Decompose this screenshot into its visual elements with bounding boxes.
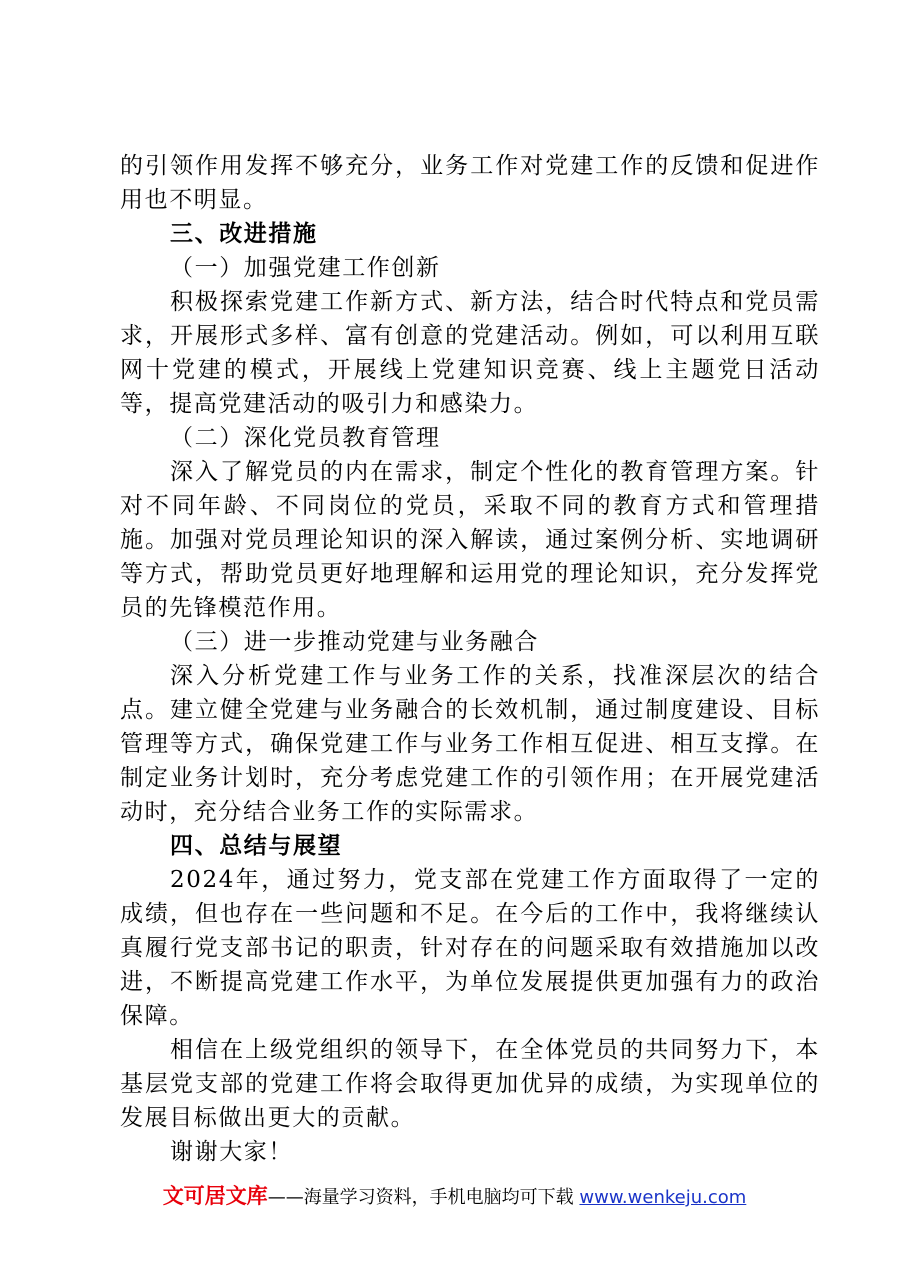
paragraph-thanks: 谢谢大家！ — [170, 1139, 293, 1165]
subheading-innovation: （一）加强党建工作创新 — [170, 255, 441, 281]
paragraph-innovation: 积极探索党建工作新方式、新方法，结合时代特点和党员需求，开展形式多样、富有创意的党建活动。例如，可以利用互联网十党建的模式，开展线上党建知识竞赛、线上主题党日活动等，提高党建活动的吸引力和感染力。 — [120, 289, 820, 417]
section-heading-summary: 四、总结与展望 — [170, 832, 343, 859]
paragraph-summary: 2024年，通过努力，党支部在党建工作方面取得了一定的成绩，但也存在一些问题和不足。在今后的工作中，我将继续认真履行党支部书记的职责，针对存在的问题采取有效措施加以改进，不断提高党建工作水平，为单位发展提供更加强有力的政治保障。 — [120, 867, 820, 1029]
footer-banner — [0, 1182, 909, 1212]
section-heading-improvements: 三、改进措施 — [170, 220, 318, 247]
footer-link[interactable]: www.wenkeju.com — [579, 1187, 747, 1208]
paragraph-integration: 深入分析党建工作与业务工作的关系，找准深层次的结合点。建立健全党建与业务融合的长效机制，通过制度建设、目标管理等方式，确保党建工作与业务工作相互促进、相互支撑。在制定业务计划时，充分考虑党建工作的引领作用；在开展党建活动时，充分结合业务工作的实际需求。 — [120, 663, 820, 825]
footer-description: ——海量学习资料，手机电脑均可下载 — [267, 1187, 574, 1208]
footer-brand: 文可居文库 — [162, 1184, 268, 1208]
paragraph-education: 深入了解党员的内在需求，制定个性化的教育管理方案。针对不同年龄、不同岗位的党员，采取不同的教育方式和管理措施。加强对党员理论知识的深入解读，通过案例分析、实地调研等方式，帮助党员更好地理解和运用党的理论知识，充分发挥党员的先锋模范作用。 — [120, 459, 820, 621]
paragraph-continuation: 的引领作用发挥不够充分，业务工作对党建工作的反馈和促进作用也不明显。 — [120, 153, 820, 213]
subheading-integration: （三）进一步推动党建与业务融合 — [170, 629, 539, 655]
paragraph-outlook: 相信在上级党组织的领导下，在全体党员的共同努力下，本基层党支部的党建工作将会取得更加优异的成绩，为实现单位的发展目标做出更大的贡献。 — [120, 1037, 820, 1131]
subheading-education: （二）深化党员教育管理 — [170, 425, 441, 451]
document-body — [120, 149, 820, 1169]
